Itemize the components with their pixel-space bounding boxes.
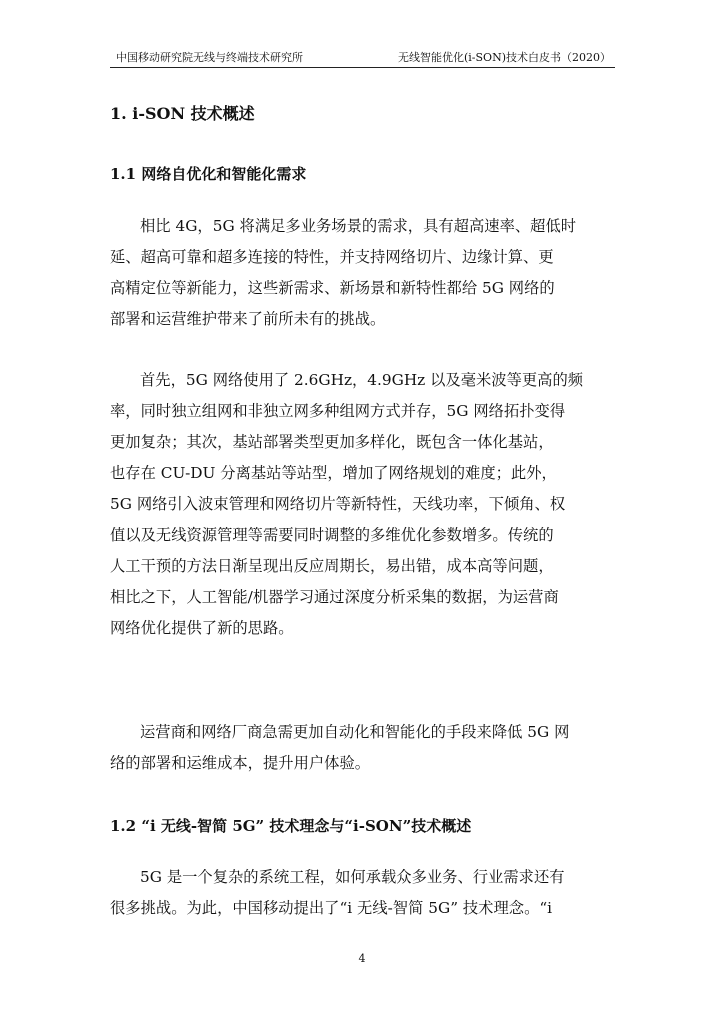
text-line: 很多挑战。为此，中国移动提出了“i 无线-智简 5G” 技术理念。“i bbox=[110, 899, 553, 917]
text-line: 高精定位等新能力，这些新需求、新场景和新特性都给 5G 网络的 bbox=[110, 279, 555, 297]
header-left-text: 中国移动研究院无线与终端技术研究所 bbox=[116, 51, 303, 64]
text-line: 首先，5G 网络使用了 2.6GHz，4.9GHz 以及毫米波等更高的频 bbox=[140, 371, 584, 389]
text-line: 率，同时独立组网和非独立网多种组网方式并存，5G 网络拓扑变得 bbox=[110, 402, 566, 420]
text-line: 人工干预的方法日渐呈现出反应周期长，易出错，成本高等问题， bbox=[110, 557, 554, 575]
text-line: 部署和运营维护带来了前所未有的挑战。 bbox=[110, 310, 386, 328]
page-header bbox=[110, 50, 615, 68]
text-line: 5G 是一个复杂的系统工程，如何承载众多业务、行业需求还有 bbox=[140, 868, 565, 886]
section-1-1-paragraph-3 bbox=[110, 717, 615, 779]
text-line: 值以及无线资源管理等需要同时调整的多维优化参数增多。传统的 bbox=[110, 526, 554, 544]
section-1-2-paragraph-1 bbox=[110, 862, 615, 924]
section-1-1-paragraph-1 bbox=[110, 211, 615, 335]
page-number: 4 bbox=[358, 952, 366, 965]
header-right-text: 无线智能优化(i-SON)技术白皮书（2020） bbox=[398, 51, 611, 64]
text-line: 更加复杂；其次，基站部署类型更加多样化，既包含一体化基站， bbox=[110, 433, 554, 451]
text-line: 也存在 CU-DU 分离基站等站型，增加了网络规划的难度；此外， bbox=[110, 464, 557, 482]
text-line: 5G 网络引入波束管理和网络切片等新特性，天线功率，下倾角、权 bbox=[110, 495, 566, 513]
text-line: 相比 4G，5G 将满足多业务场景的需求，具有超高速率、超低时 bbox=[140, 217, 577, 235]
text-line: 延、超高可靠和超多连接的特性，并支持网络切片、边缘计算、更 bbox=[110, 248, 554, 266]
section-1-2-heading: 1.2 “i 无线-智简 5G” 技术理念与“i-SON”技术概述 bbox=[110, 817, 472, 835]
section-1-1-heading: 1.1 网络自优化和智能化需求 bbox=[110, 165, 307, 183]
header-divider bbox=[110, 67, 615, 68]
section-1-heading: 1. i-SON 技术概述 bbox=[110, 104, 255, 123]
section-1-1-paragraph-2 bbox=[110, 365, 615, 644]
text-line: 运营商和网络厂商急需更加自动化和智能化的手段来降低 5G 网 bbox=[140, 723, 570, 741]
text-line: 络的部署和运维成本，提升用户体验。 bbox=[110, 754, 371, 772]
text-line: 相比之下，人工智能/机器学习通过深度分析采集的数据，为运营商 bbox=[110, 588, 559, 606]
text-line: 网络优化提供了新的思路。 bbox=[110, 619, 294, 637]
